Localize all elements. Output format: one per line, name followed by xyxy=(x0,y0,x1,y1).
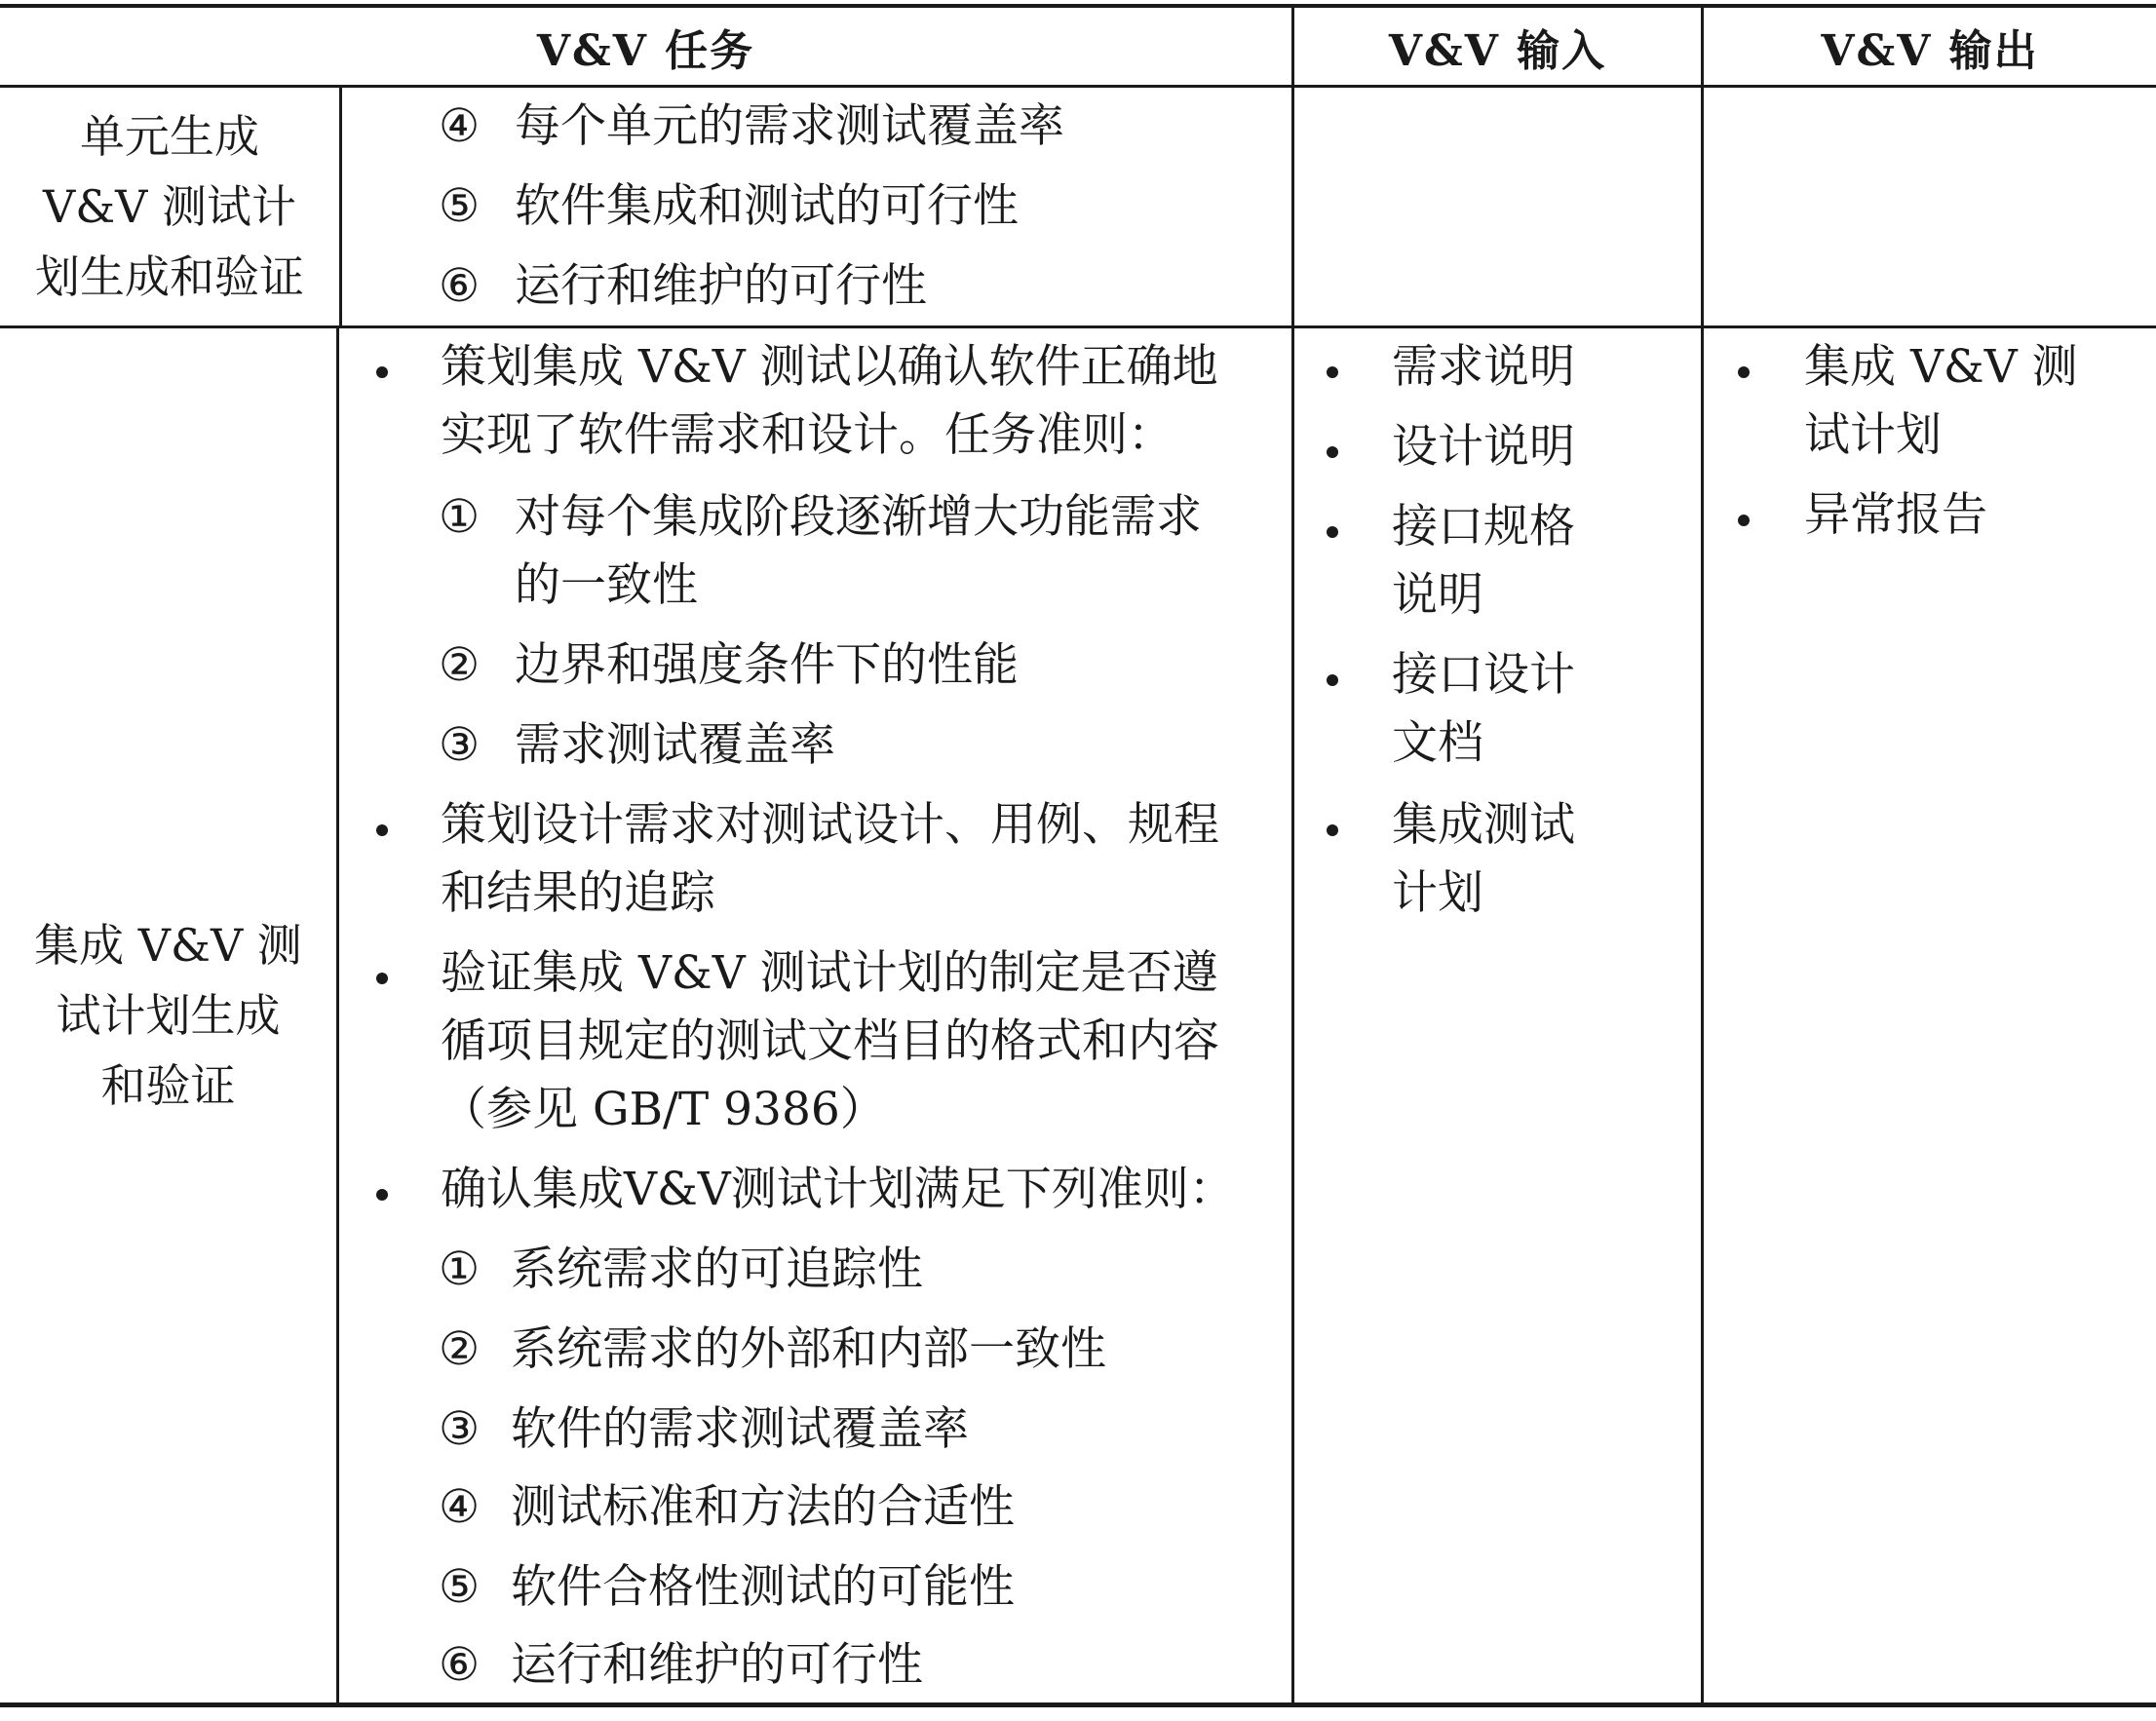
task-text: 软件集成和测试的可行性 xyxy=(515,179,1019,233)
input-item: 说明 xyxy=(1392,568,1483,622)
col-divider-label-row1 xyxy=(339,86,342,327)
row2-label-line: 和验证 xyxy=(100,1059,236,1112)
bullet-icon xyxy=(1327,446,1338,458)
task-line: 验证集成 V&V 测试计划的制定是否遵 xyxy=(441,946,1218,1000)
input-item: 需求说明 xyxy=(1392,340,1575,394)
task-text: 软件的需求测试覆盖率 xyxy=(511,1402,969,1456)
table-bottom-rule xyxy=(0,1702,2156,1707)
task-line: （参见 GB/T 9386） xyxy=(441,1083,886,1136)
task-number: ② xyxy=(439,638,481,692)
task-line: 循项目规定的测试文档目的格式和内容 xyxy=(441,1014,1219,1068)
task-number: ① xyxy=(439,1243,481,1296)
task-number: ④ xyxy=(439,1480,481,1534)
bullet-icon xyxy=(376,1189,388,1201)
task-number: ⑤ xyxy=(439,179,481,233)
row1-label xyxy=(0,88,339,325)
task-number: ⑥ xyxy=(439,259,481,313)
output-item: 集成 V&V 测 xyxy=(1804,340,2078,394)
header-vv-task: V&V 任务 xyxy=(536,25,755,76)
bullet-icon xyxy=(376,824,388,836)
task-line: 和结果的追踪 xyxy=(441,866,715,920)
task-number: ③ xyxy=(439,1402,481,1456)
task-number: ④ xyxy=(439,99,481,153)
col-divider-task-input xyxy=(1291,6,1294,1704)
bullet-icon xyxy=(1327,674,1338,686)
task-number: ① xyxy=(439,490,481,544)
task-text: 软件合格性测试的可能性 xyxy=(511,1560,1015,1614)
task-line: 策划设计需求对测试设计、用例、规程 xyxy=(441,798,1219,852)
task-text: 系统需求的可追踪性 xyxy=(511,1243,923,1296)
row1-label-line: 单元生成 xyxy=(80,110,259,163)
input-item: 集成测试 xyxy=(1392,798,1575,852)
task-text: 每个单元的需求测试覆盖率 xyxy=(515,99,1064,153)
header-vv-output: V&V 输出 xyxy=(1821,25,2039,76)
bullet-icon xyxy=(1327,366,1338,378)
bullet-icon xyxy=(1738,366,1750,378)
task-line: 实现了软件需求和设计。任务准则： xyxy=(441,408,1174,462)
task-number: ③ xyxy=(439,718,481,772)
output-item: 异常报告 xyxy=(1804,488,1987,542)
col-divider-label-row2 xyxy=(336,326,339,1704)
input-item: 接口规格 xyxy=(1392,500,1575,554)
task-line: 策划集成 V&V 测试以确认软件正确地 xyxy=(441,340,1218,394)
row2-label-line: 试计划生成 xyxy=(56,989,281,1042)
task-text: 的一致性 xyxy=(515,558,698,612)
task-text: 运行和维护的可行性 xyxy=(515,259,927,313)
input-item: 接口设计 xyxy=(1392,648,1575,702)
output-item: 试计划 xyxy=(1804,408,1942,462)
bullet-icon xyxy=(376,973,388,984)
row2-label xyxy=(0,328,336,1702)
task-number: ② xyxy=(439,1322,481,1376)
task-text: 测试标准和方法的合适性 xyxy=(511,1480,1015,1534)
input-item: 文档 xyxy=(1392,716,1483,770)
task-text: 系统需求的外部和内部一致性 xyxy=(511,1322,1106,1376)
task-number: ⑤ xyxy=(439,1560,481,1614)
input-item: 设计说明 xyxy=(1392,420,1575,474)
row1-label-line: V&V 测试计 xyxy=(42,180,296,233)
header-vv-input: V&V 输入 xyxy=(1388,25,1607,76)
task-number: ⑥ xyxy=(439,1638,481,1692)
task-line: 确认集成V&V测试计划满足下列准则： xyxy=(441,1163,1235,1216)
task-text: 边界和强度条件下的性能 xyxy=(515,638,1019,692)
task-text: 运行和维护的可行性 xyxy=(511,1638,923,1692)
bullet-icon xyxy=(1327,526,1338,538)
bullet-icon xyxy=(1327,824,1338,836)
bullet-icon xyxy=(1738,515,1750,526)
row2-label-line: 集成 V&V 测 xyxy=(34,919,302,972)
task-text: 需求测试覆盖率 xyxy=(515,718,835,772)
row1-label-line: 划生成和验证 xyxy=(35,250,304,303)
input-item: 计划 xyxy=(1392,866,1483,920)
col-divider-input-output xyxy=(1701,6,1704,1704)
bullet-icon xyxy=(376,366,388,378)
task-text: 对每个集成阶段逐渐增大功能需求 xyxy=(515,490,1202,544)
